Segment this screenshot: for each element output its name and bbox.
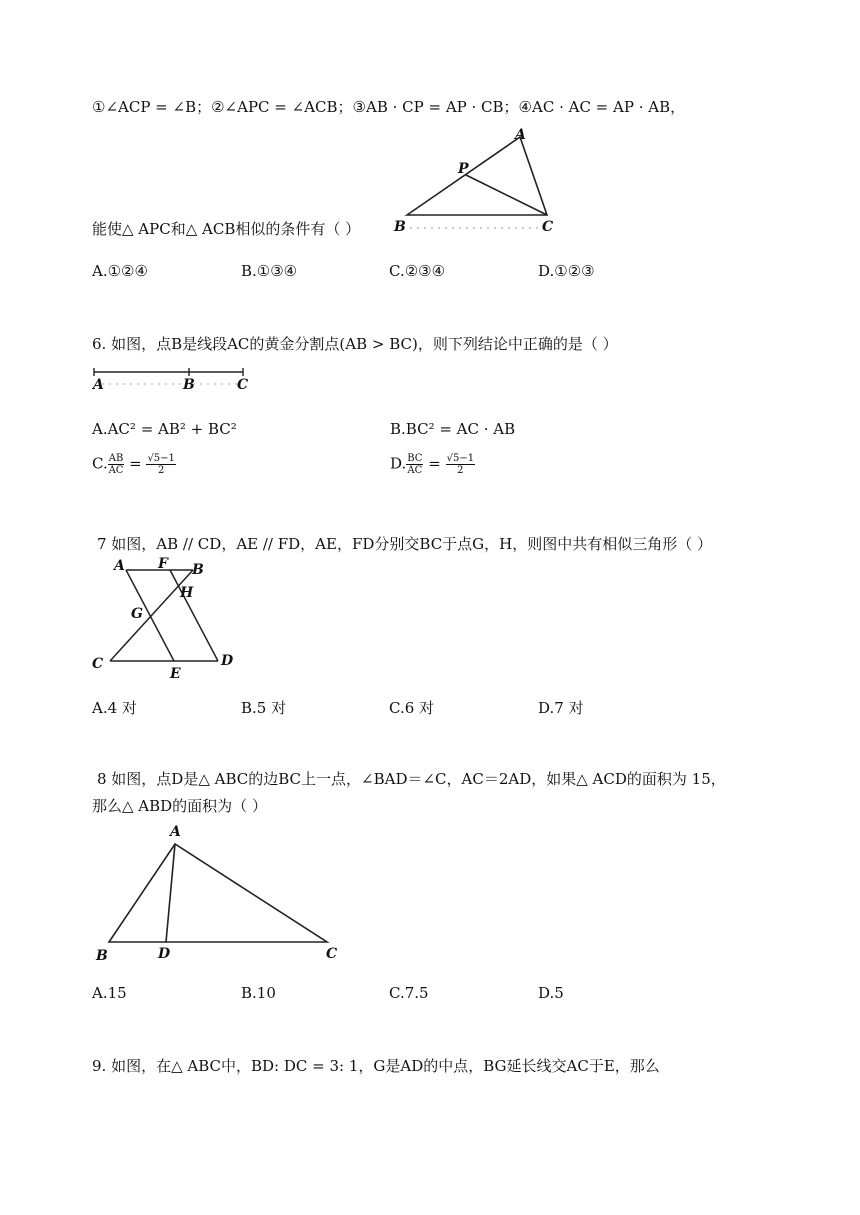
q5-option-d[interactable]: D.①②③ (538, 262, 595, 280)
q6-option-c-golden: $\frac{√5-1}{2}$ (147, 453, 175, 476)
q6-option-d-golden: $\frac{√5-1}{2}$ (446, 453, 475, 476)
q6-option-d[interactable] (390, 453, 475, 476)
q8-label-a: A (170, 824, 181, 840)
q6-option-a[interactable]: A.AC² = AB² + BC² (92, 420, 237, 438)
q8-figure (88, 820, 348, 965)
q8-option-b[interactable]: B.10 (241, 984, 276, 1002)
q7-segment-fd (170, 570, 218, 661)
q5-stem: 能使△ APC和△ ACB相似的条件有（ ） (92, 220, 361, 238)
q6-label-b: B (183, 377, 195, 393)
q5-option-c[interactable]: C.②③④ (389, 262, 446, 280)
q7-label-c: C (92, 656, 104, 672)
q5-label-a: A (515, 127, 526, 143)
q5-label-c: C (542, 219, 554, 235)
q9-stem: 9. 如图，在△ ABC中，BD: DC = 3: 1，G是AD的中点，BG延长线交AC于E，那么 (92, 1057, 660, 1075)
q7-label-f: F (158, 556, 168, 572)
q6-label-a: A (93, 377, 104, 393)
q6-option-d-prefix: D. (390, 454, 407, 473)
q7-label-d: D (221, 653, 234, 669)
q6-option-b[interactable]: B.BC² = AC · AB (390, 420, 516, 438)
q8-label-b: B (96, 948, 108, 964)
q8-label-c: C (326, 946, 338, 962)
q7-label-a: A (114, 558, 125, 574)
q8-option-a[interactable]: A.15 (92, 984, 127, 1002)
q8-label-d: D (158, 946, 171, 962)
q5-label-b: B (394, 219, 406, 235)
q6-label-c: C (237, 377, 249, 393)
q6-stem: 6. 如图，点B是线段AC的黄金分割点(AB > BC)，则下列结论中正确的是（ ） (92, 335, 618, 353)
q6-option-c-equals: = (129, 454, 142, 473)
q5-conditions: ①∠ACP = ∠B；②∠APC = ∠ACB；③AB · CP = AP · CB；④AC · AC = AP · AB， (92, 98, 686, 116)
q5-triangle-abc (407, 137, 547, 215)
q7-stem: 7 如图，AB // CD，AE // FD，AE，FD分别交BC于点G，H，则图中共有相似三角形（ ） (97, 535, 713, 553)
q6-option-c-prefix: C. (92, 454, 108, 473)
q7-label-b: B (192, 562, 204, 578)
q7-option-a[interactable]: A.4 对 (92, 699, 137, 717)
q8-triangle-abc (109, 844, 327, 942)
q5-option-a[interactable]: A.①②④ (92, 262, 148, 280)
q7-label-g: G (131, 606, 143, 622)
q6-option-d-ratio: $\frac{BC}{AC}$ (407, 453, 423, 476)
q8-stem-line2: 那么△ ABD的面积为（ ） (92, 797, 267, 815)
q6-figure (88, 364, 258, 394)
q7-figure (88, 554, 248, 684)
q6-option-c-ratio: $\frac{AB}{AC}$ (108, 453, 124, 476)
q6-option-d-equals: = (428, 454, 441, 473)
q8-stem-line1: 8 如图，点D是△ ABC的边BC上一点，∠BAD＝∠C，AC＝2AD，如果△ ACD的面积为 15， (97, 770, 726, 788)
q8-option-c[interactable]: C.7.5 (389, 984, 429, 1002)
q7-segment-bc (110, 570, 193, 661)
q5-figure (390, 125, 570, 240)
q5-label-p: P (458, 161, 469, 177)
q7-label-e: E (170, 666, 181, 682)
q7-option-c[interactable]: C.6 对 (389, 699, 435, 717)
q5-option-b[interactable]: B.①③④ (241, 262, 298, 280)
q7-label-h: H (180, 585, 194, 601)
q6-option-c[interactable] (92, 453, 176, 476)
q7-option-b[interactable]: B.5 对 (241, 699, 287, 717)
q7-option-d[interactable]: D.7 对 (538, 699, 584, 717)
q8-segment-ad (166, 844, 175, 942)
q8-option-d[interactable]: D.5 (538, 984, 564, 1002)
